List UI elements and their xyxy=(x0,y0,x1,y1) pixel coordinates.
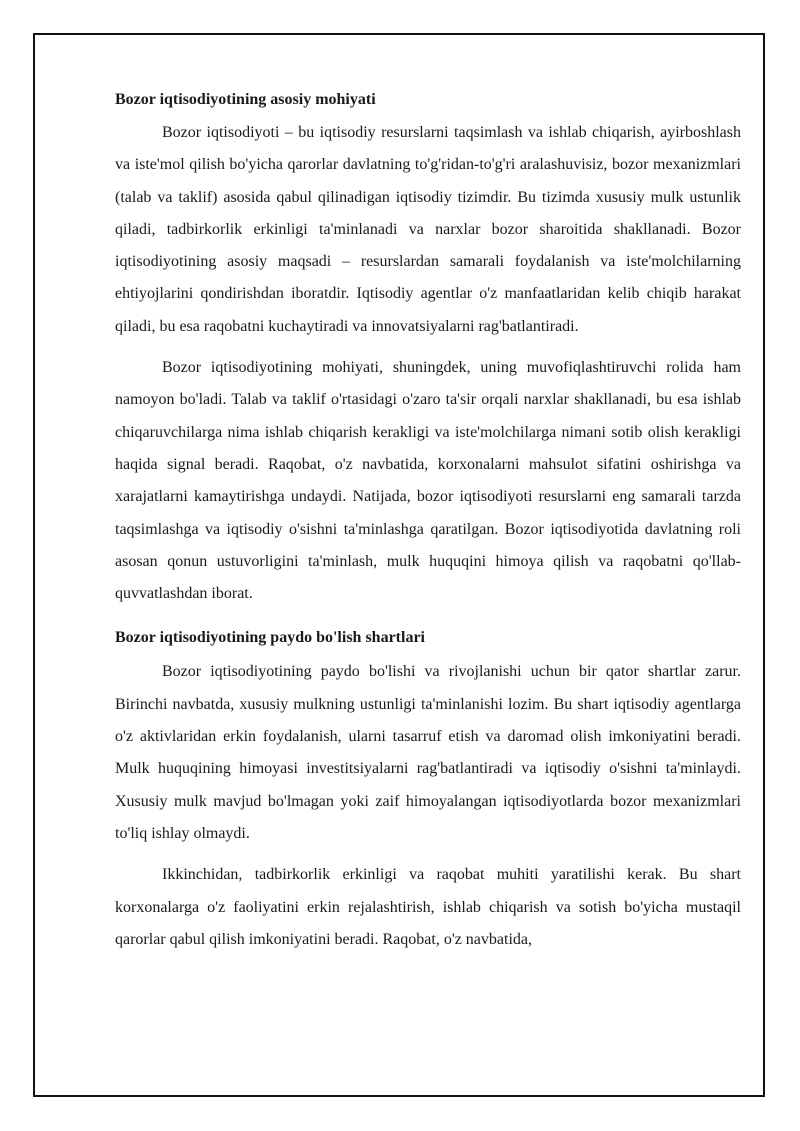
paragraph: Bozor iqtisodiyotining mohiyati, shuningdek, uning muvofiqlashtiruvchi rolida ham namoyon bo'ladi. Talab va taklif o'rtasidagi o'zaro ta'sir orqali narxlar shakllanadi, bu esa ishlab chiqaruvchilarga nima ishlab chiqarish kerakligi va iste'molchilarga nimani sotib olish kerakligi haqida signal beradi. Raqobat, o'z navbatida, korxonalarni mahsulot sifatini oshirishga va xarajatlarni kamaytirishga undaydi. Natijada, bozor iqtisodiyoti resurslarni eng samarali tarzda taqsimlashga va iqtisodiy o'sishni ta'minlashga qaratilgan. Bozor iqtisodiyotida davlatning roli asosan qonun ustuvorligini ta'minlash, mulk huquqini himoya qilish va raqobatni qo'llab-quvvatlashdan iborat. xyxy=(115,359,741,603)
section-heading: Bozor iqtisodiyotining asosiy mohiyati xyxy=(115,91,376,108)
section-heading: Bozor iqtisodiyotining paydo bo'lish shartlari xyxy=(115,629,425,647)
document-body xyxy=(115,84,741,956)
paragraph: Bozor iqtisodiyotining paydo bo'lishi va rivojlanishi uchun bir qator shartlar zarur. Birinchi navbatda, xususiy mulkning ustunligi ta'minlanishi lozim. Bu shart iqtisodiy agentlarga o'z aktivlaridan erkin foydalanish, ularni tasarruf etish va daromad olish imkoniyatini beradi. Mulk huquqining himoyasi investitsiyalarni rag'batlantiradi va iqtisodiy o'sishni ta'minlaydi. Xususiy mulk mavjud bo'lmagan yoki zaif himoyalangan iqtisodiyotlarda bozor mexanizmlari to'liq ishlay olmaydi. xyxy=(115,663,741,842)
paragraph: Bozor iqtisodiyoti – bu iqtisodiy resurslarni taqsimlash va ishlab chiqarish, ayirboshlash va iste'mol qilish bo'yicha qarorlar davlatning to'g'ridan-to'g'ri aralashuvisiz, bozor mexanizmlari (talab va taklif) asosida qabul qilinadigan iqtisodiy tizimdir. Bu tizimda xususiy mulk ustunlik qiladi, tadbirkorlik erkinligi ta'minlanadi va narxlar bozor sharoitida shakllanadi. Bozor iqtisodiyotining asosiy maqsadi – resurslardan samarali foydalanish va iste'molchilarning ehtiyojlarini qondirishdan iboratdir. Iqtisodiy agentlar o'z manfaatlaridan kelib chiqib harakat qiladi, bu esa raqobatni kuchaytiradi va innovatsiyalarni rag'batlantiradi. xyxy=(115,124,741,335)
paragraph: Ikkinchidan, tadbirkorlik erkinligi va raqobat muhiti yaratilishi kerak. Bu shart korxonalarga o'z faoliyatini erkin rejalashtirish, ishlab chiqarish va sotish bo'yicha mustaqil qarorlar qabul qilish imkoniyatini beradi. Raqobat, o'z navbatida, xyxy=(115,866,741,948)
